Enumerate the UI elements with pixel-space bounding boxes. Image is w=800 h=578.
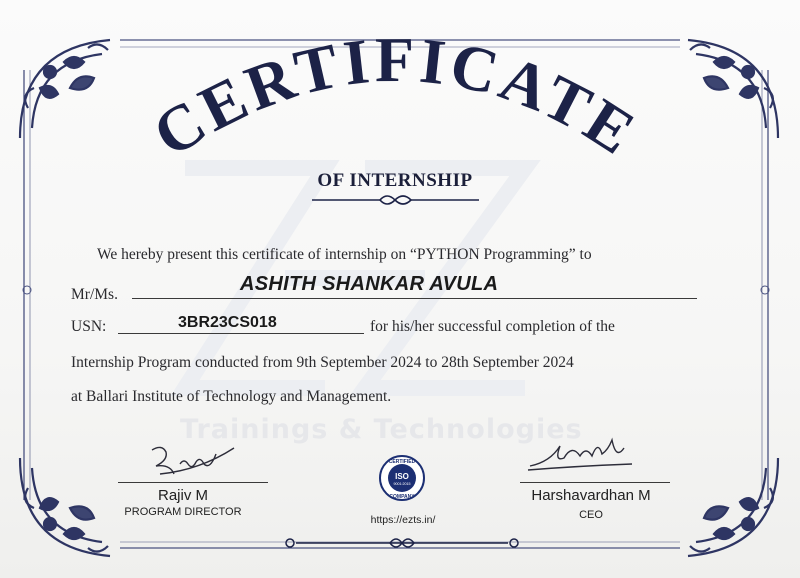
director-role: PROGRAM DIRECTOR — [124, 506, 242, 518]
watermark-text: Trainings & Technologies — [180, 414, 583, 445]
signature-rajiv — [140, 434, 240, 484]
bottom-ornament — [282, 535, 522, 551]
program-line: Internship Program conducted from 9th September 2024 to 28th September 2024 — [71, 354, 574, 371]
certificate-subtitle: OF INTERNSHIP — [317, 170, 473, 191]
recipient-name: ASHITH SHANKAR AVULA — [240, 273, 499, 295]
completion-text: for his/her successful completion of the — [370, 318, 615, 335]
company-website: https://ezts.in/ — [370, 514, 436, 526]
name-label: Mr/Ms. — [71, 286, 118, 303]
title-text: CERTIFICATE — [141, 23, 651, 171]
ceo-name: Harshavardhan M — [531, 487, 651, 504]
name-underline — [132, 298, 697, 299]
usn-underline — [118, 333, 364, 334]
intro-line: We hereby present this certificate of internship on “PYTHON Programming” to — [97, 246, 592, 263]
svg-text:CERTIFICATE — [141, 24, 650, 170]
svg-text:9001:2015: 9001:2015 — [393, 482, 411, 486]
signature-harshavardhan — [520, 430, 640, 480]
ceo-role: CEO — [579, 509, 603, 521]
ceo-signature-line — [520, 482, 670, 483]
svg-text:ISO: ISO — [395, 472, 409, 481]
usn-label: USN: — [71, 318, 107, 335]
svg-text:COMPANY: COMPANY — [389, 494, 415, 500]
iso-badge — [378, 454, 426, 502]
director-name: Rajiv M — [157, 487, 208, 504]
director-signature-line — [118, 482, 268, 483]
institute-line: at Ballari Institute of Technology and Management. — [71, 388, 392, 405]
subtitle-ornament — [308, 193, 483, 207]
usn-value: 3BR23CS018 — [178, 314, 277, 331]
svg-text:CERTIFIED: CERTIFIED — [388, 459, 416, 465]
